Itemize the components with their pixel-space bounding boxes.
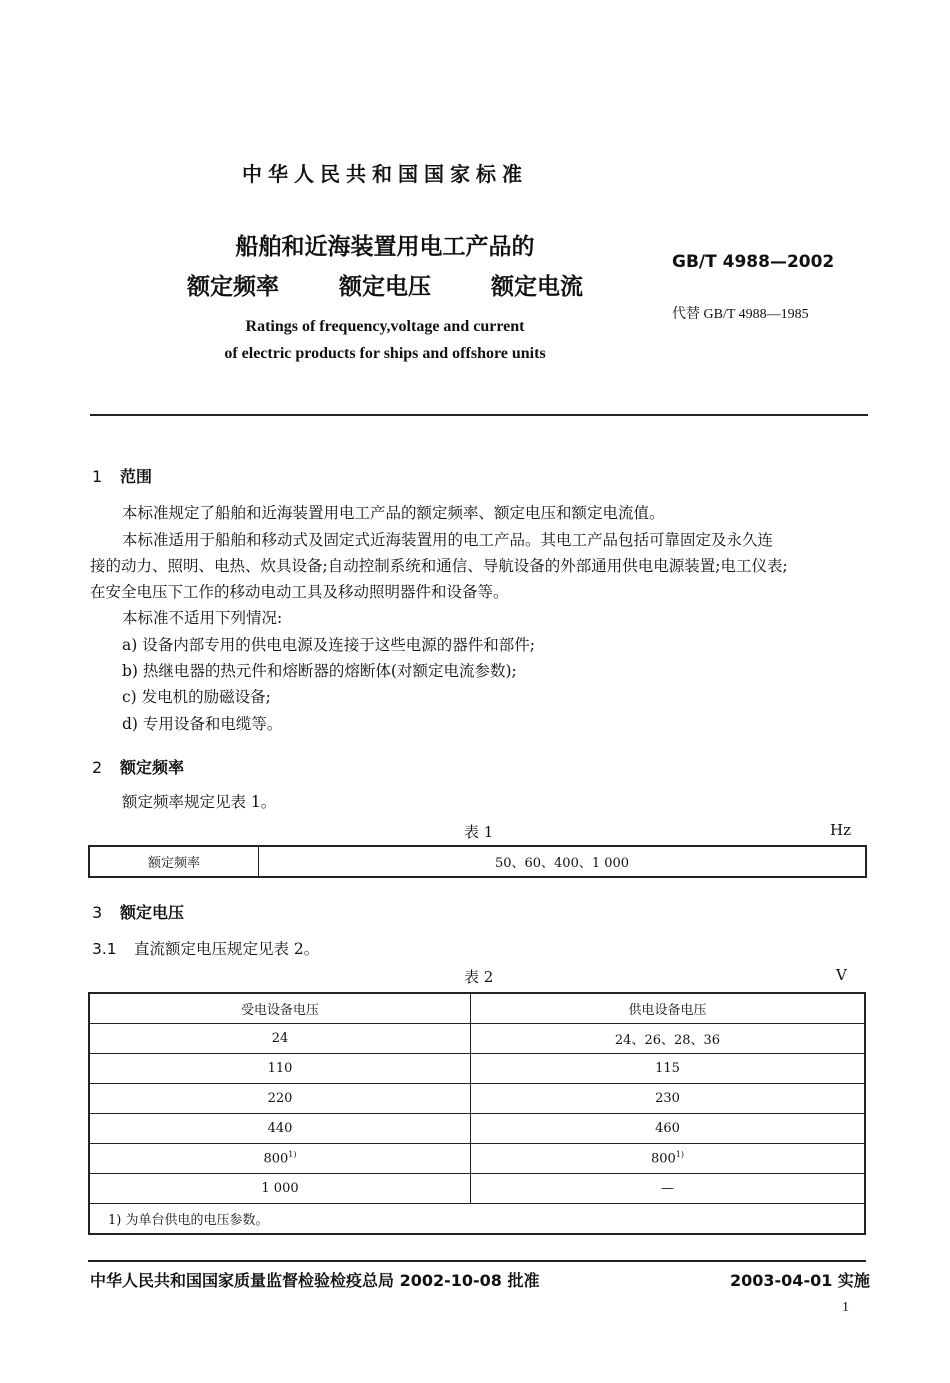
table-note-row [89,1204,865,1235]
section-2-heading [92,755,184,778]
section-3-heading [92,900,184,923]
section-2-title: 额定频率 [120,758,185,777]
table-cell: 24 [89,1024,471,1054]
standard-code: GB/T 4988—2002 [672,252,835,272]
subsection-3-1 [92,940,319,959]
table-row [89,846,866,877]
table-header-cell: 供电设备电压 [471,993,866,1024]
table-cell: 440 [89,1114,471,1144]
subsection-text: 直流额定电压规定见表 2。 [134,940,320,958]
table-header-cell: 受电设备电压 [89,993,471,1024]
paragraph: 本标准规定了船舶和近海装置用电工产品的额定频率、额定电压和额定电流值。 [122,504,665,522]
approval-statement: 中华人民共和国国家质量监督检验检疫总局 2002-10-08 批准 [90,1271,540,1290]
list-item: a) 设备内部专用的供电电源及连接于这些电源的器件和部件; [122,636,535,654]
table-cell: 230 [471,1084,866,1114]
section-3-title: 额定电压 [120,903,185,922]
table-cell: 1 000 [89,1174,471,1204]
cell-value: 800 [263,1151,289,1167]
title-line-2: 额定频率 额定电压 额定电流 [186,274,584,300]
table-cell: 460 [471,1114,866,1144]
table-cell: — [471,1174,866,1204]
paragraph: 本标准不适用下列情况: [122,609,283,627]
english-title-line-2: of electric products for ships and offshore units [224,345,546,362]
table-cell: 24、26、28、36 [471,1024,866,1054]
table-cell: 110 [89,1054,471,1084]
table-row [89,1054,865,1084]
english-title-line-1: Ratings of frequency,voltage and current [245,318,525,335]
page-number: 1 [842,1300,849,1315]
table-cell [471,1144,866,1174]
table-row [89,1084,865,1114]
list-item: c) 发电机的励磁设备; [122,688,271,706]
replaces-code: 代替 GB/T 4988—1985 [672,307,809,322]
table-1-caption: 表 1 [464,823,494,841]
table-cell: 额定频率 [89,846,259,877]
implementation-date: 2003-04-01 实施 [730,1271,870,1290]
table-header-row [89,993,865,1024]
table-cell: 50、60、400、1 000 [259,846,867,877]
list-item: b) 热继电器的热元件和熔断器的熔断体(对额定电流参数); [122,662,517,680]
table-row [89,1144,865,1174]
national-standard-heading: 中华人民共和国国家标准 [242,162,528,186]
table-2-unit: V [836,966,847,984]
subsection-number: 3.1 [92,940,117,958]
section-3-number: 3 [92,903,103,922]
table-2-caption: 表 2 [464,968,494,986]
table-row [89,1114,865,1144]
table-row [89,1024,865,1054]
table-cell [89,1144,471,1174]
cell-value: 800 [650,1151,676,1167]
table-cell: 115 [471,1054,866,1084]
paragraph: 本标准适用于船舶和移动式及固定式近海装置用的电工产品。其电工产品包括可靠固定及永久连 [122,531,774,549]
table-note: 1) 为单台供电的电压参数。 [89,1204,865,1235]
section-1-heading [92,464,152,487]
paragraph: 接的动力、照明、电热、炊具设备;自动控制系统和通信、导航设备的外部通用供电电源装置;电工仪表; [90,557,788,575]
table-2 [88,992,866,1235]
footer-divider [88,1260,866,1262]
footnote-marker: 1) [675,1150,685,1160]
table-row [89,1174,865,1204]
title-line-1: 船舶和近海装置用电工产品的 [235,234,535,260]
list-item: d) 专用设备和电缆等。 [122,715,283,733]
table-1 [88,845,867,878]
footnote-marker: 1) [288,1150,297,1160]
header-divider [90,414,868,416]
table-cell: 220 [89,1084,471,1114]
section-1-number: 1 [92,467,103,486]
table-1-unit: Hz [830,821,851,839]
paragraph: 在安全电压下工作的移动电动工具及移动照明器件和设备等。 [90,583,509,601]
paragraph: 额定频率规定见表 1。 [122,793,277,811]
section-2-number: 2 [92,758,103,777]
section-1-title: 范围 [120,467,153,486]
